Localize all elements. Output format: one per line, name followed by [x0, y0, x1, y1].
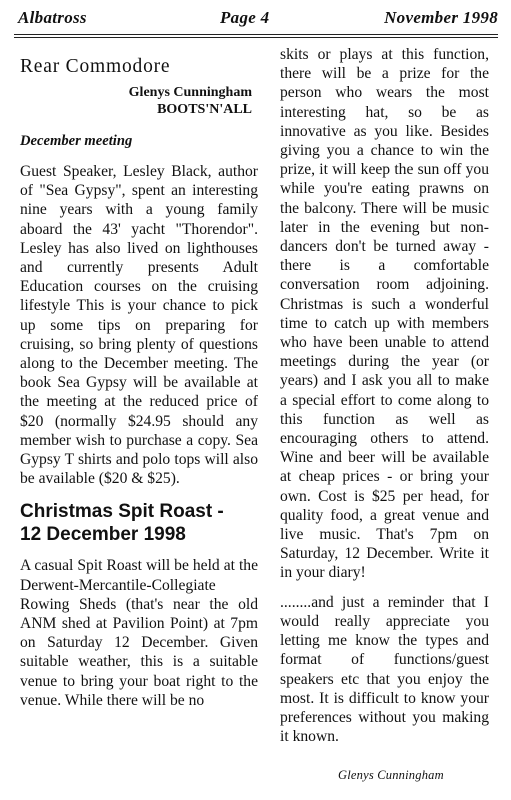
spit-roast-heading	[20, 500, 258, 546]
issue-date: November 1998	[384, 8, 498, 27]
right-column	[280, 45, 489, 746]
page-header	[18, 8, 498, 32]
reminder-paragraph: ........and just a reminder that I would really appreciate you letting me know the types and format of functions/guest speakers etc that you enjoy the most. It is difficult to know your preferences without you making it known.	[280, 593, 489, 746]
spit-roast-paragraph-start: A casual Spit Roast will be held at the Derwent-Mercantile-Collegiate Rowing Sheds (that's near the old ANM shed at Pavilion Point) at 7pm on Saturday 12 December. Given suitable weather, this is a suitable venue to bring your boat right to the venue. While there will be no	[20, 557, 258, 709]
page-number: Page 4	[220, 8, 270, 27]
signature: Glenys Cunningham	[338, 768, 444, 782]
author-name: Glenys Cunningham	[128, 85, 252, 100]
section-title: Rear Commodore	[20, 56, 171, 77]
author-tagline: BOOTS'N'ALL	[157, 102, 252, 117]
left-column	[20, 56, 258, 710]
spit-roast-heading-line1: Christmas Spit Roast -	[20, 501, 224, 523]
meeting-paragraph: Guest Speaker, Lesley Black, author of "Sea Gypsy", spent an interesting nine years with a young family aboard the 43' yacht "Thorendor". Lesley has also lived on lighthouses and currently presents Adult Education courses on the cruising lifestyle This is your chance to pick up some tips on preparing for cruising, so bring plenty of questions along to the December meeting. The book Sea Gypsy will be available at the meeting at the reduced price of $20 (normally $24.95 should any member wish to purchase a copy. Sea Gypsy T shirts and polo tops will also be available ($20 & $25).	[20, 163, 258, 488]
header-rule-secondary	[14, 37, 498, 38]
spit-roast-heading-line2: 12 December 1998	[20, 524, 186, 546]
newsletter-name: Albatross	[18, 8, 87, 27]
spit-roast-paragraph-continued: skits or plays at this function, there will be a prize for the person who wears the most interesting hat, so be as innovative as you like. Besides giving you a chance to win the prize, it will keep the sun off you while you're eating prawns on the balcony. There will be music later in the evening but non-dancers don't be turned away - there is a comfortable conversation room adjoining. Christmas is such a wonderful time to catch up with members who have been unable to attend meetings during the year (or years) and I ask you all to make a special effort to come along to this function as well as encouraging others to attend. Wine and beer will be available at cheap prices - or bring your own. Cost is $25 per head, for quality food, a great venue and live music. That's 7pm on Saturday, 12 December. Write it in your diary!	[280, 46, 489, 582]
subheading: December meeting	[20, 133, 133, 149]
header-rule	[14, 34, 498, 35]
